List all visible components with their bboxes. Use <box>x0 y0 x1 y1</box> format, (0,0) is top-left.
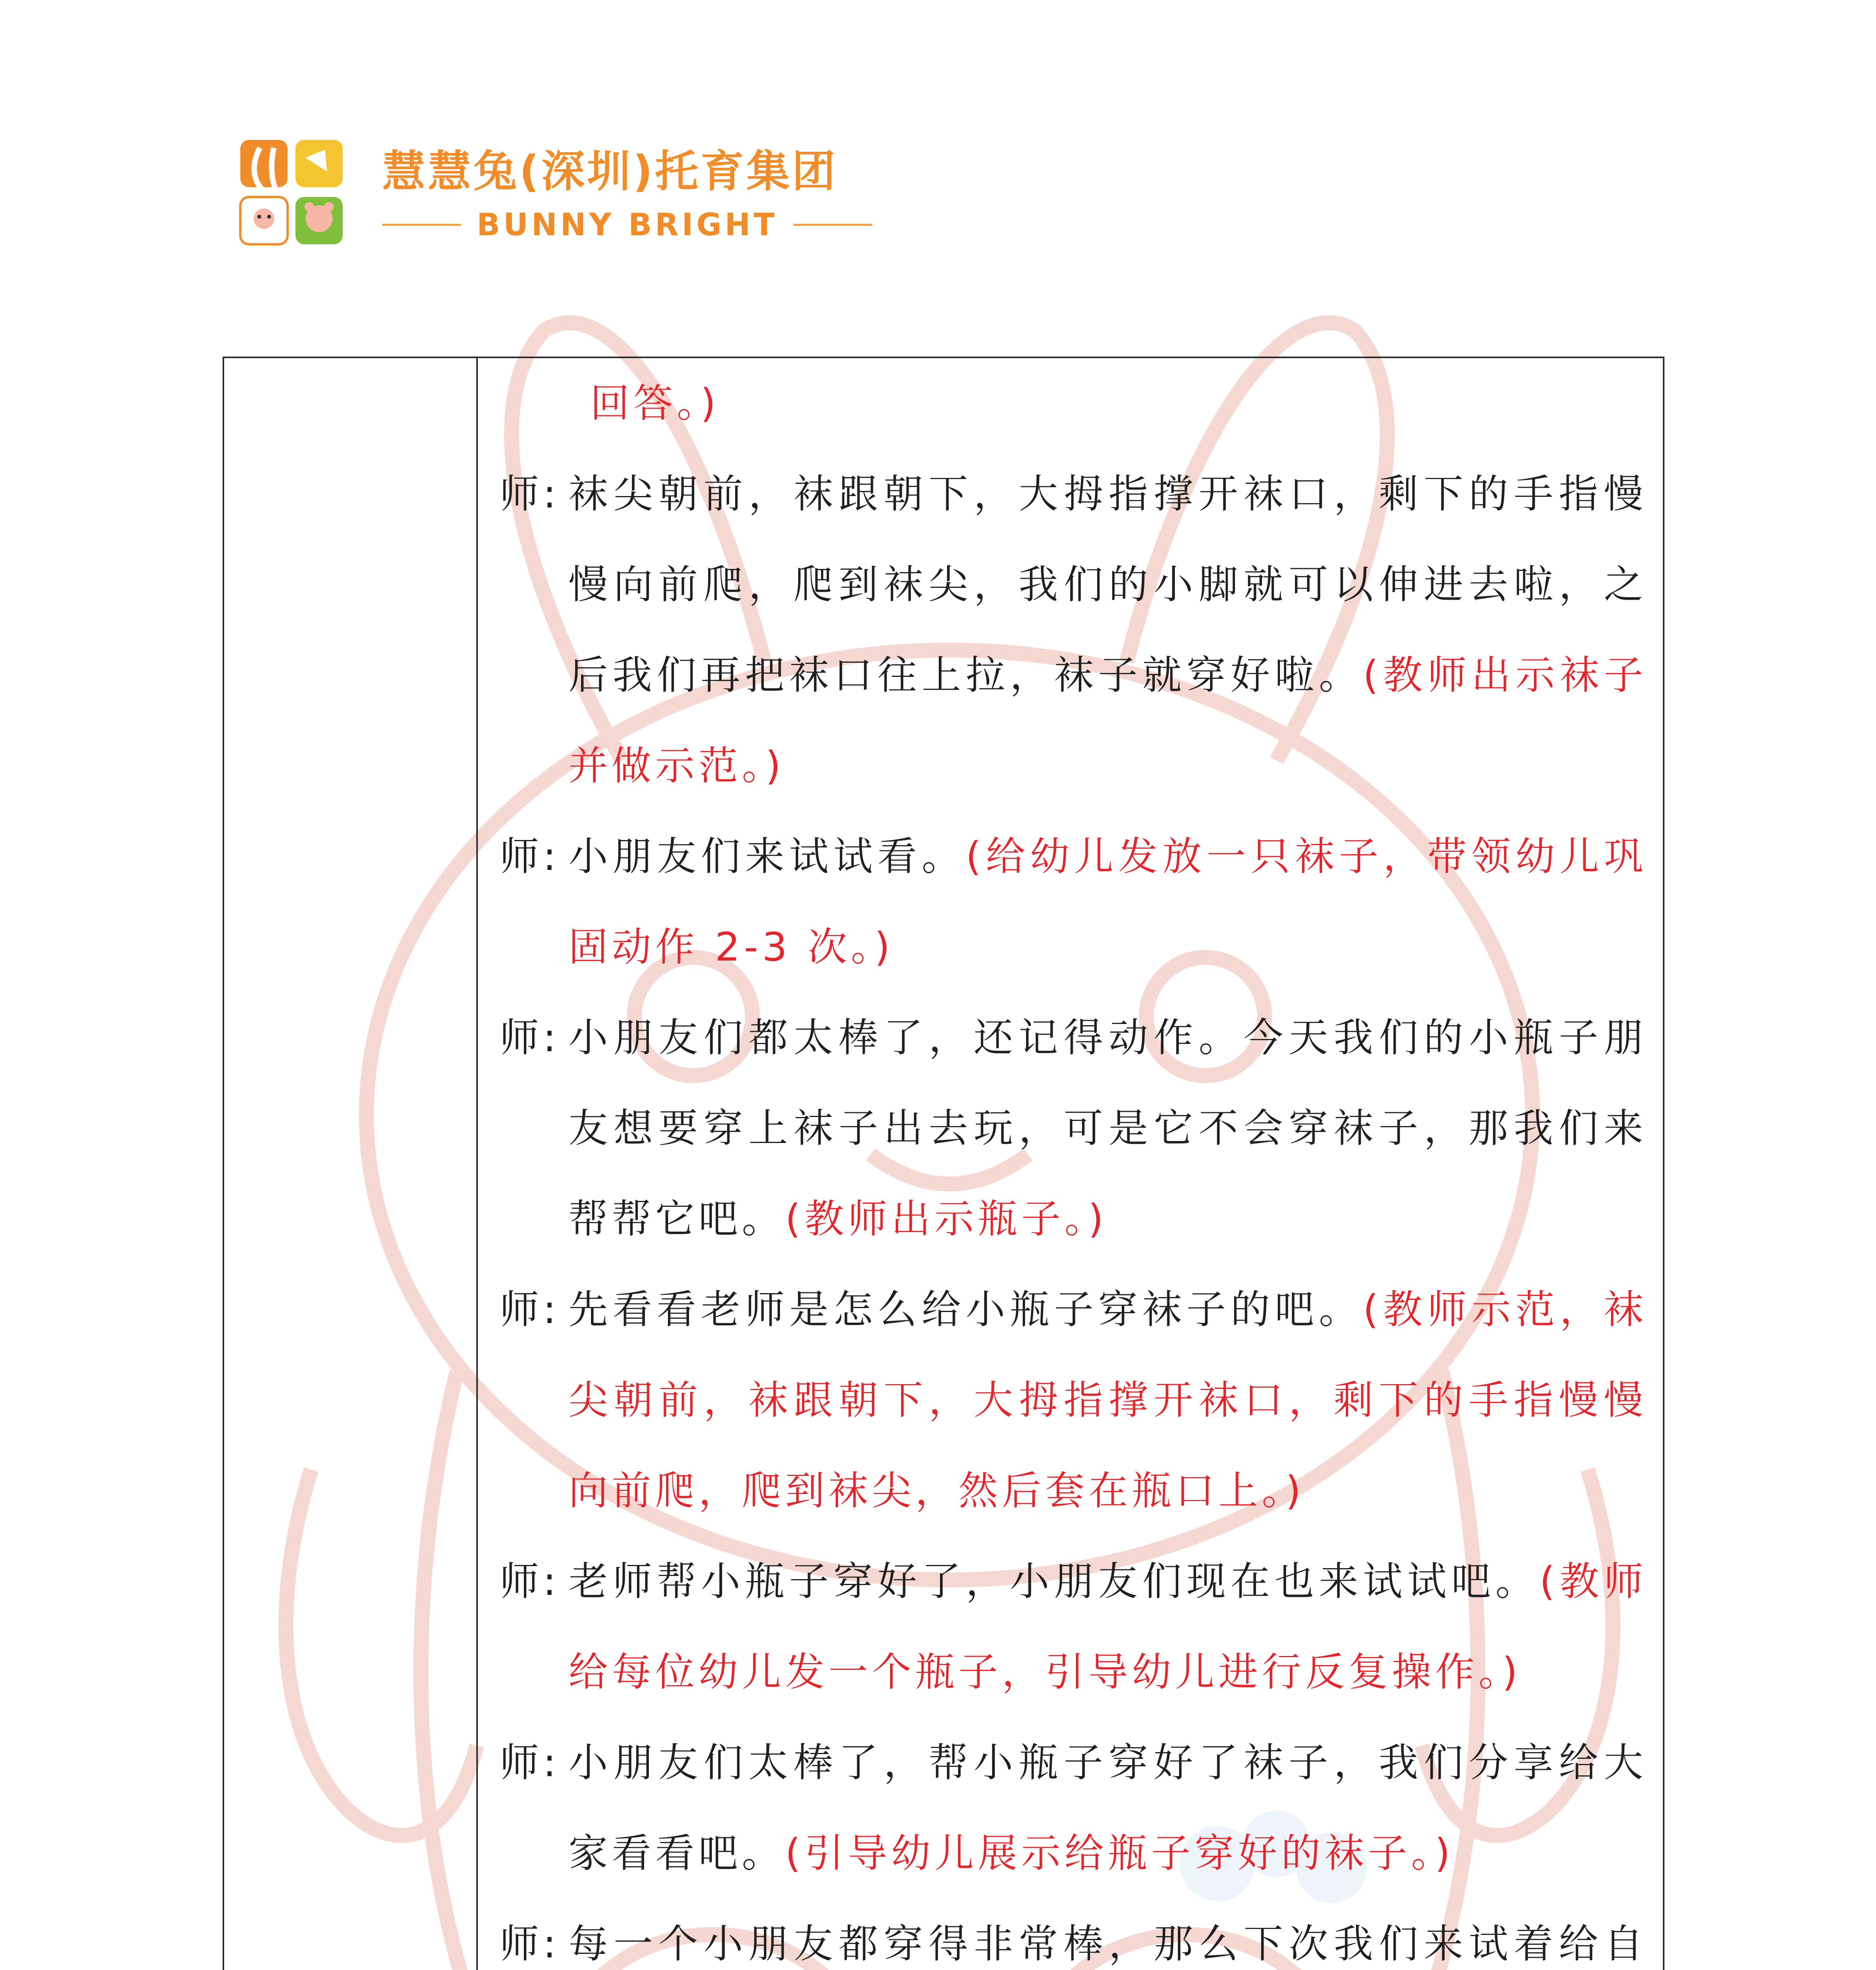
speaker-label: 师: <box>500 1921 560 1967</box>
list-item <box>478 992 1663 1264</box>
speaker-label: 师: <box>500 1286 560 1333</box>
list-item <box>478 1536 1663 1717</box>
teacher-note: (教师示范，袜尖朝前，袜跟朝下，大拇指撑开袜口，剩下的手指慢慢向前爬，爬到袜尖，然后套在瓶口上。) <box>568 1286 1648 1514</box>
dialogue-text: 袜尖朝前，袜跟朝下，大拇指撑开袜口，剩下的手指慢慢向前爬，爬到袜尖，我们的小脚就可以伸进去啦，之后我们再把袜口往上拉，袜子就穿好啦。 <box>568 471 1647 698</box>
teacher-note: (教师出示瓶子。) <box>785 1196 1108 1242</box>
divider <box>382 224 461 226</box>
brand-name-cn: 慧慧兔(深圳)托育集团 <box>382 146 838 197</box>
dialogue-text: 每一个小朋友都穿得非常棒，那么下次我们来试着给自 <box>568 1921 1647 1967</box>
teacher-note: (引导幼儿展示给瓶子穿好的袜子。) <box>785 1830 1454 1876</box>
table-row <box>223 357 1664 1970</box>
dialogue-text: 小朋友们太棒了，帮小瓶子穿好了袜子，我们分享给大家看看吧。 <box>568 1740 1647 1876</box>
teacher-note: (教师给每位幼儿发一个瓶子，引导幼儿进行反复操作。) <box>568 1558 1648 1695</box>
divider <box>793 224 872 226</box>
list-item <box>478 449 1663 811</box>
bunny-logo-icon <box>232 134 355 256</box>
dialogue-text: 小朋友们来试试看。 <box>568 833 966 879</box>
list-item <box>478 1264 1663 1536</box>
teacher-note: (教师出示袜子并做示范。) <box>568 652 1648 789</box>
lesson-plan-table <box>223 357 1664 1970</box>
dialogue-text: 小朋友们都太棒了，还记得动作。今天我们的小瓶子朋友想要穿上袜子出去玩，可是它不会穿袜子，那我们来帮帮它吧。 <box>568 1015 1647 1242</box>
list-item <box>478 1899 1663 1970</box>
brand-name-en: BUNNY BRIGHT <box>477 207 778 243</box>
teacher-note: 回答。) <box>590 380 720 426</box>
dialogue-text: 先看看老师是怎么给小瓶子穿袜子的吧。 <box>568 1286 1363 1333</box>
content-cell <box>477 357 1664 1970</box>
speaker-label: 师: <box>500 1558 560 1604</box>
speaker-label: 师: <box>500 1015 560 1061</box>
speaker-label: 师: <box>500 471 560 517</box>
dialogue-text: 老师帮小瓶子穿好了，小朋友们现在也来试试吧。 <box>568 1558 1540 1604</box>
list-item <box>478 1717 1663 1899</box>
label-cell-empty <box>223 357 477 1970</box>
header-logo <box>232 134 872 256</box>
list-item <box>478 358 1663 449</box>
list-item <box>478 811 1663 992</box>
speaker-label: 师: <box>500 833 560 879</box>
teacher-note: (给幼儿发放一只袜子，带领幼儿巩固动作 2-3 次。) <box>568 833 1648 970</box>
speaker-label: 师: <box>500 1740 560 1786</box>
